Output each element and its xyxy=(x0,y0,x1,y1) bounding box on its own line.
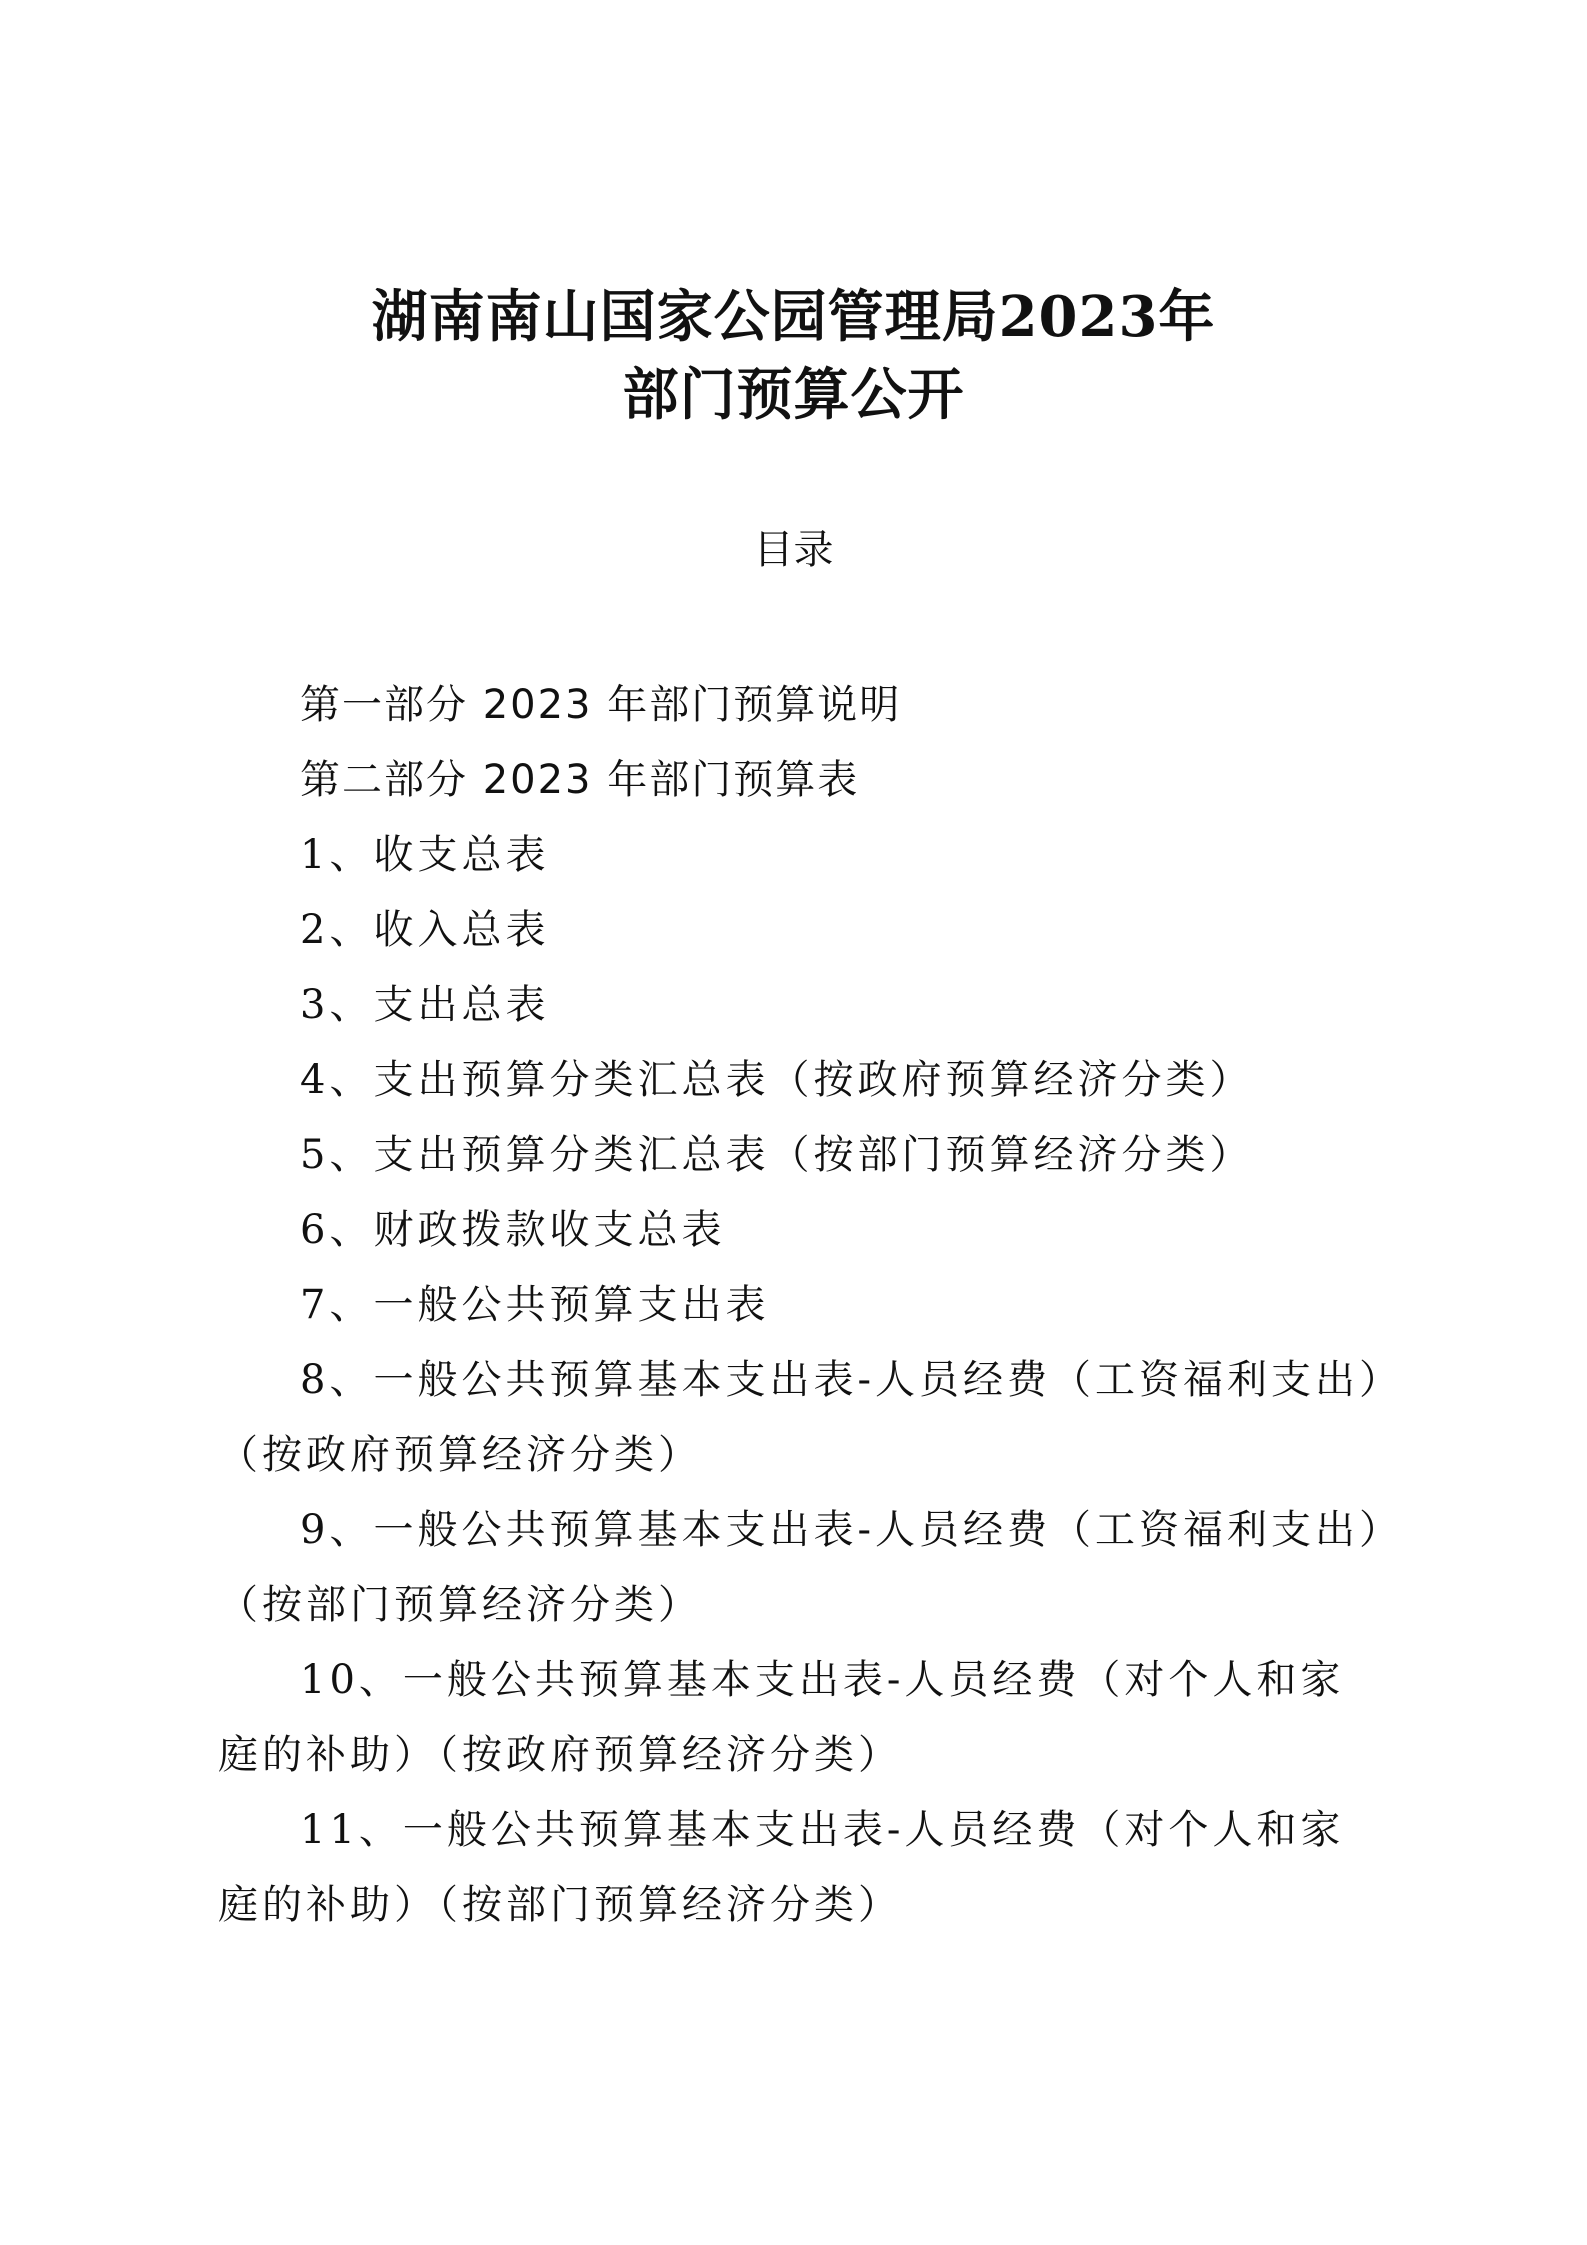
toc-item-6: 6、财政拨款收支总表 xyxy=(300,1207,726,1253)
toc-item-2: 2、收入总表 xyxy=(300,907,550,953)
toc-item-3: 3、支出总表 xyxy=(300,982,550,1028)
document-title xyxy=(0,278,1587,434)
table-of-contents xyxy=(218,668,1388,1943)
toc-item-10: 10、一般公共预算基本支出表-人员经费（对个人和家庭的补助）（按政府预算经济分类） xyxy=(218,1657,1345,1778)
toc-item-4: 4、支出预算分类汇总表（按政府预算经济分类） xyxy=(300,1057,1254,1103)
toc-item-9: 9、一般公共预算基本支出表-人员经费（工资福利支出）（按部门预算经济分类） xyxy=(218,1507,1383,1628)
toc-item-5: 5、支出预算分类汇总表（按部门预算经济分类） xyxy=(300,1132,1254,1178)
title-line-1: 湖南南山国家公园管理局2023年 xyxy=(371,284,1216,350)
toc-part-2: 第二部分 2023 年部门预算表 xyxy=(300,757,860,803)
toc-item-1: 1、收支总表 xyxy=(300,832,550,878)
toc-item-7: 7、一般公共预算支出表 xyxy=(300,1282,770,1328)
toc-item-8: 8、一般公共预算基本支出表-人员经费（工资福利支出）（按政府预算经济分类） xyxy=(218,1357,1383,1478)
toc-heading: 目录 xyxy=(753,527,834,573)
title-line-2: 部门预算公开 xyxy=(622,362,965,428)
toc-part-1: 第一部分 2023 年部门预算说明 xyxy=(300,682,902,728)
toc-item-11: 11、一般公共预算基本支出表-人员经费（对个人和家庭的补助）（按部门预算经济分类） xyxy=(218,1807,1345,1928)
